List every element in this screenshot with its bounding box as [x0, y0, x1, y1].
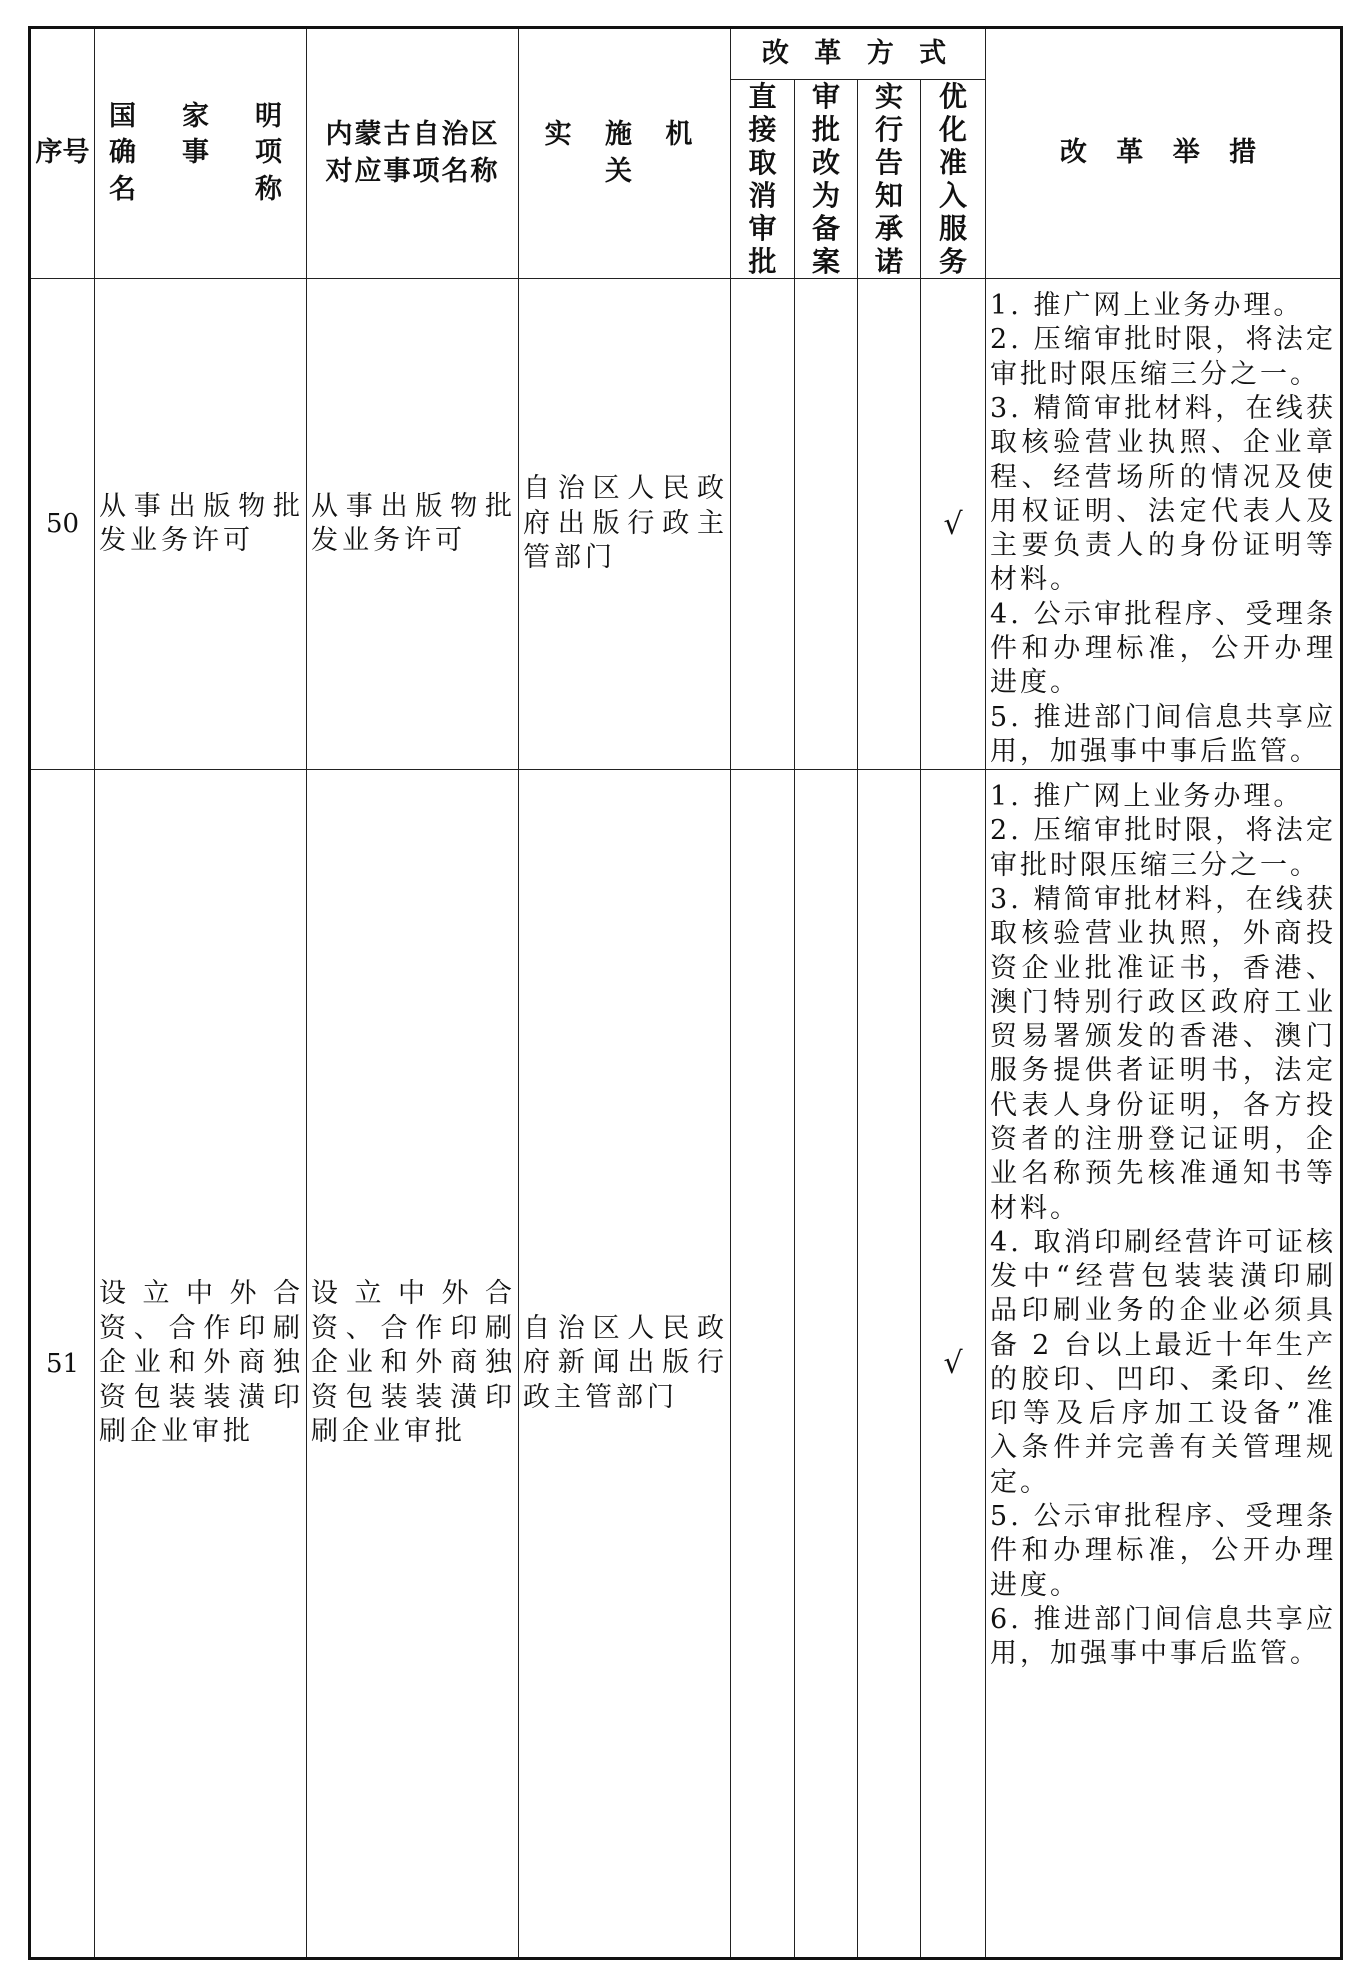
- header-region-item: 内蒙古自治区对应事项名称: [307, 28, 519, 279]
- measure-item: 2. 压缩审批时限，将法定审批时限压缩三分之一。: [990, 324, 1337, 390]
- row-region-item: 从事出版物批发业务许可: [307, 279, 519, 770]
- measure-item: 4. 取消印刷经营许可证核发中“经营包装装潢印刷品印刷业务的企业必须具备 2 台以上最近十年生产的胶印、凹印、柔印、丝印等及后序加工设备”准入条件并完善有关管理规定。: [990, 1226, 1337, 1498]
- row-agency: 自治区人民政府出版行政主管部门: [519, 279, 731, 770]
- row-region-item: 设立中外合资、合作印刷企业和外商独资包装装潢印刷企业审批: [307, 770, 519, 1959]
- row-mode-cancel: [731, 770, 795, 1959]
- row-agency: 自治区人民政府新闻出版行政主管部门: [519, 770, 731, 1959]
- row-seq: 50: [30, 279, 95, 770]
- row-national-item: 设立中外合资、合作印刷企业和外商独资包装装潢印刷企业审批: [95, 770, 307, 1959]
- measure-item: 3. 精简审批材料，在线获取核验营业执照、企业章程、经营场所的情况及使用权证明、法定代表人及主要负责人的身份证明等材料。: [990, 393, 1337, 596]
- header-seq: 序号: [30, 28, 95, 279]
- row-seq: 51: [30, 770, 95, 1959]
- row-mode-optimize-check: √: [921, 770, 986, 1959]
- header-agency: 实 施 机 关: [519, 28, 731, 279]
- header-mode-filing: 审批改为备案: [795, 80, 858, 279]
- row-mode-filing: [795, 770, 858, 1959]
- row-measures: [986, 279, 1342, 770]
- document-page: [28, 26, 1340, 1960]
- row-mode-optimize-check: √: [921, 279, 986, 770]
- measure-item: 1. 推广网上业务办理。: [990, 290, 1304, 322]
- header-mode-cancel: 直接取消审批: [731, 80, 795, 279]
- row-mode-cancel: [731, 279, 795, 770]
- measure-item: 5. 公示审批程序、受理条件和办理标准，公开办理进度。: [990, 1501, 1337, 1601]
- measure-item: 3. 精简审批材料，在线获取核验营业执照，外商投资企业批准证书，香港、澳门特别行政区政府工业贸易署颁发的香港、澳门服务提供者证明书，法定代表人身份证明，各方投资者的注册登记证明，企业名称预先核准通知书等材料。: [990, 883, 1337, 1224]
- header-reform-mode: 改 革 方 式: [731, 28, 986, 80]
- table-row: [30, 770, 1342, 1959]
- header-national-item: 国 家 明 确 事 项 名 称: [95, 28, 307, 279]
- reform-table: [28, 26, 1343, 1960]
- header-mode-notify: 实行告知承诺: [858, 80, 921, 279]
- header-mode-optimize: 优化准入服务: [921, 80, 986, 279]
- measure-item: 5. 推进部门间信息共享应用，加强事中事后监管。: [990, 701, 1337, 767]
- row-mode-notify: [858, 279, 921, 770]
- measure-item: 6. 推进部门间信息共享应用，加强事中事后监管。: [990, 1603, 1337, 1670]
- row-mode-filing: [795, 279, 858, 770]
- row-national-item: 从事出版物批发业务许可: [95, 279, 307, 770]
- measure-item: 2. 压缩审批时限，将法定审批时限压缩三分之一。: [990, 815, 1337, 881]
- table-row: [30, 279, 1342, 770]
- header-row-top: [30, 28, 1342, 80]
- header-measures: 改 革 举 措: [986, 28, 1342, 279]
- measure-item: 1. 推广网上业务办理。: [990, 781, 1304, 813]
- measure-item: 4. 公示审批程序、受理条件和办理标准，公开办理进度。: [990, 598, 1337, 699]
- row-mode-notify: [858, 770, 921, 1959]
- row-measures: [986, 770, 1342, 1959]
